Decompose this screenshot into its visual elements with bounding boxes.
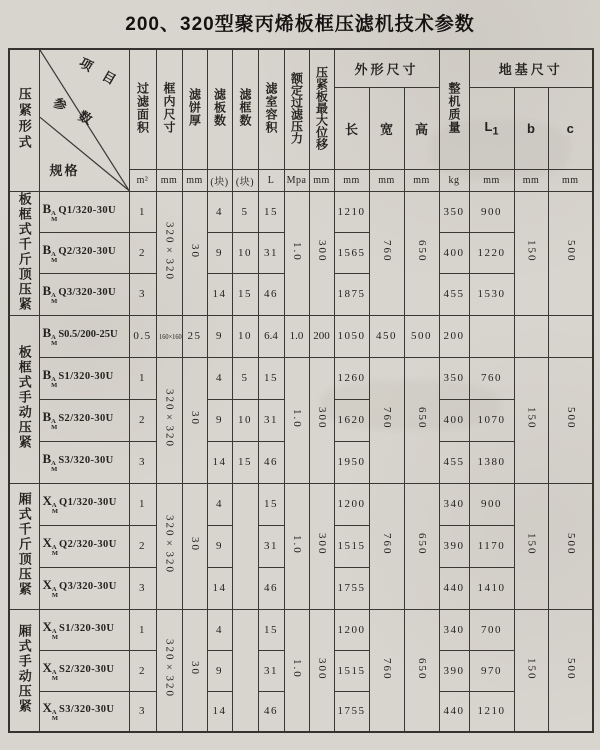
cell-area: 0.5 <box>129 315 156 357</box>
cell-mass: 350 <box>439 357 469 399</box>
cell-l1: 1380 <box>469 441 514 483</box>
cell-plates: 9 <box>207 399 232 441</box>
cell-length: 1755 <box>334 567 369 609</box>
cell-l1: 760 <box>469 357 514 399</box>
cell-b: 150 <box>514 483 548 609</box>
unit-pressure: Mpa <box>284 169 309 191</box>
cell-cake: 25 <box>182 315 207 357</box>
model-cell: X A M Q2/320-30U <box>39 525 129 567</box>
cell-mass: 455 <box>439 274 469 315</box>
cell-plates: 4 <box>207 357 232 399</box>
cell-l1: 1410 <box>469 567 514 609</box>
header-width: 宽 <box>369 87 404 169</box>
cell-height: 650 <box>404 483 439 609</box>
cell-frames-empty <box>232 609 258 732</box>
cell-width: 760 <box>369 191 404 315</box>
unit-displacement: mm <box>309 169 334 191</box>
cell-b: 150 <box>514 357 548 483</box>
cell-frame-size: 320×320 <box>156 191 182 315</box>
model-cell: B A M Q1/320-30U <box>39 191 129 232</box>
cell-cake: 30 <box>182 483 207 609</box>
header-col-plate-count: 滤板数 <box>207 49 232 169</box>
header-b: b <box>514 87 548 169</box>
unit-c: mm <box>548 169 593 191</box>
cell-mass: 390 <box>439 525 469 567</box>
model-cell: B A M Q2/320-30U <box>39 232 129 273</box>
cell-frame-size: 160×160 <box>156 315 182 357</box>
cell-length: 1200 <box>334 483 369 525</box>
cell-l1: 1220 <box>469 232 514 273</box>
cell-c: 500 <box>548 483 593 609</box>
cell-c: 500 <box>548 609 593 732</box>
cell-volume: 15 <box>258 191 284 232</box>
page-title: 200、320型聚丙烯板框压滤机技术参数 <box>125 14 475 35</box>
cell-width: 450 <box>369 315 404 357</box>
cell-frames-empty <box>232 483 258 609</box>
model-cell: X A M S3/320-30U <box>39 691 129 732</box>
cell-frames: 15 <box>232 274 258 315</box>
cell-mass: 350 <box>439 191 469 232</box>
cell-frames: 15 <box>232 441 258 483</box>
header-foundation-dims: 地基尺寸 <box>469 49 593 87</box>
cell-b: 150 <box>514 191 548 315</box>
cell-l1: 1070 <box>469 399 514 441</box>
cell-pressure: 1.0 <box>284 191 309 315</box>
cell-length: 1565 <box>334 232 369 273</box>
cell-area: 2 <box>129 399 156 441</box>
cell-plates: 14 <box>207 274 232 315</box>
cell-c: 500 <box>548 191 593 315</box>
cell-frames: 5 <box>232 191 258 232</box>
header-col-cake-thickness: 滤饼厚 <box>182 49 207 169</box>
header-col-filter-area: 过滤面积 <box>129 49 156 169</box>
cell-frames: 5 <box>232 357 258 399</box>
header-col-frame-size: 框内尺寸 <box>156 49 182 169</box>
cell-pressure: 1.0 <box>284 315 309 357</box>
cell-area: 2 <box>129 232 156 273</box>
cell-area: 1 <box>129 483 156 525</box>
cell-area: 3 <box>129 567 156 609</box>
unit-plates: (块) <box>207 169 232 191</box>
model-cell: X A M Q3/320-30U <box>39 567 129 609</box>
cell-plates: 9 <box>207 650 232 691</box>
model-cell: B A M S1/320-30U <box>39 357 129 399</box>
cell-width: 760 <box>369 609 404 732</box>
cell-length: 1950 <box>334 441 369 483</box>
cell-height: 500 <box>404 315 439 357</box>
cell-mass: 440 <box>439 567 469 609</box>
cell-displacement: 200 <box>309 315 334 357</box>
cell-width: 760 <box>369 483 404 609</box>
cell-volume: 46 <box>258 441 284 483</box>
cell-cake: 30 <box>182 609 207 732</box>
cell-length: 1515 <box>334 525 369 567</box>
cell-mass: 340 <box>439 609 469 650</box>
cell-area: 3 <box>129 274 156 315</box>
header-press-type <box>9 49 39 191</box>
unit-b: mm <box>514 169 548 191</box>
header-col-chamber-volume: 滤室容积 <box>258 49 284 169</box>
cell-l1: 1170 <box>469 525 514 567</box>
model-cell: B A M Q3/320-30U <box>39 274 129 315</box>
cell-mass: 390 <box>439 650 469 691</box>
unit-height: mm <box>404 169 439 191</box>
cell-length: 1875 <box>334 274 369 315</box>
cell-pressure: 1.0 <box>284 609 309 732</box>
cell-frame-size: 320×320 <box>156 483 182 609</box>
header-press-type-label: 压紧形式 <box>16 86 32 151</box>
cell-displacement: 300 <box>309 357 334 483</box>
model-cell: X A M S1/320-30U <box>39 609 129 650</box>
diagonal-label-spec: 规格 <box>49 162 80 178</box>
header-col-max-displacement: 压紧板最大位移 <box>309 49 334 169</box>
group-label: 板框式手动压紧 <box>9 315 39 483</box>
cell-plates: 4 <box>207 191 232 232</box>
header-length: 长 <box>334 87 369 169</box>
cell-length: 1620 <box>334 399 369 441</box>
cell-length: 1050 <box>334 315 369 357</box>
cell-volume: 15 <box>258 609 284 650</box>
cell-mass: 200 <box>439 315 469 357</box>
group-label: 板框式千斤顶压紧 <box>9 191 39 315</box>
cell-area: 3 <box>129 441 156 483</box>
header-height: 高 <box>404 87 439 169</box>
cell-plates: 4 <box>207 483 232 525</box>
cell-mass: 340 <box>439 483 469 525</box>
model-cell: B A M S3/320-30U <box>39 441 129 483</box>
cell-plates: 9 <box>207 315 232 357</box>
cell-plates: 9 <box>207 525 232 567</box>
cell-frame-size: 320×320 <box>156 609 182 732</box>
cell-volume: 46 <box>258 567 284 609</box>
cell-volume: 31 <box>258 232 284 273</box>
cell-l1: 1210 <box>469 691 514 732</box>
unit-frame-size: mm <box>156 169 182 191</box>
cell-mass: 400 <box>439 232 469 273</box>
cell-volume: 31 <box>258 650 284 691</box>
cell-frames: 10 <box>232 399 258 441</box>
spec-table <box>8 48 594 733</box>
header-machine-mass: 整机质量 <box>439 49 469 169</box>
cell-volume: 31 <box>258 399 284 441</box>
unit-length: mm <box>334 169 369 191</box>
cell-l1: 1530 <box>469 274 514 315</box>
cell-frames: 10 <box>232 232 258 273</box>
cell-volume: 15 <box>258 483 284 525</box>
unit-frames: (块) <box>232 169 258 191</box>
cell-area: 1 <box>129 191 156 232</box>
cell-plates: 9 <box>207 232 232 273</box>
model-cell: B A M S2/320-30U <box>39 399 129 441</box>
cell-frame-size: 320×320 <box>156 357 182 483</box>
cell-area: 3 <box>129 691 156 732</box>
model-cell: X A M Q1/320-30U <box>39 483 129 525</box>
cell-area: 2 <box>129 525 156 567</box>
cell-volume: 6.4 <box>258 315 284 357</box>
cell-height: 650 <box>404 609 439 732</box>
cell-length: 1200 <box>334 609 369 650</box>
cell-pressure: 1.0 <box>284 483 309 609</box>
cell-plates: 14 <box>207 691 232 732</box>
header-col-frame-count: 滤框数 <box>232 49 258 169</box>
cell-mass: 400 <box>439 399 469 441</box>
cell-mass: 455 <box>439 441 469 483</box>
cell-length: 1210 <box>334 191 369 232</box>
cell-b: 150 <box>514 609 548 732</box>
cell-length: 1755 <box>334 691 369 732</box>
cell-height: 650 <box>404 357 439 483</box>
cell-l1: 970 <box>469 650 514 691</box>
cell-volume: 15 <box>258 357 284 399</box>
unit-l1: mm <box>469 169 514 191</box>
cell-height: 650 <box>404 191 439 315</box>
header-col-rated-pressure: 额定过滤压力 <box>284 49 309 169</box>
cell-b <box>514 315 548 357</box>
cell-mass: 440 <box>439 691 469 732</box>
group-label: 厢式手动压紧 <box>9 609 39 732</box>
cell-cake: 30 <box>182 357 207 483</box>
cell-plates: 14 <box>207 567 232 609</box>
unit-mass: kg <box>439 169 469 191</box>
cell-displacement: 300 <box>309 191 334 315</box>
diagonal-label-item: 项 目 <box>76 54 123 91</box>
cell-l1: 700 <box>469 609 514 650</box>
cell-l1 <box>469 315 514 357</box>
cell-volume: 31 <box>258 525 284 567</box>
cell-displacement: 300 <box>309 609 334 732</box>
cell-displacement: 300 <box>309 483 334 609</box>
cell-volume: 46 <box>258 274 284 315</box>
group-label: 厢式千斤顶压紧 <box>9 483 39 609</box>
cell-cake: 30 <box>182 191 207 315</box>
diagonal-label-param: 参 数 <box>50 94 100 131</box>
cell-volume: 46 <box>258 691 284 732</box>
cell-l1: 900 <box>469 483 514 525</box>
unit-width: mm <box>369 169 404 191</box>
unit-volume: L <box>258 169 284 191</box>
cell-l1: 900 <box>469 191 514 232</box>
cell-frames: 10 <box>232 315 258 357</box>
cell-plates: 14 <box>207 441 232 483</box>
cell-plates: 4 <box>207 609 232 650</box>
unit-filter-area: m² <box>129 169 156 191</box>
cell-pressure: 1.0 <box>284 357 309 483</box>
cell-c: 500 <box>548 357 593 483</box>
cell-length: 1260 <box>334 357 369 399</box>
cell-c <box>548 315 593 357</box>
header-c: c <box>548 87 593 169</box>
model-cell: B A M S0.5/200-25U <box>39 315 129 357</box>
header-outline-dims: 外形尺寸 <box>334 49 439 87</box>
cell-width: 760 <box>369 357 404 483</box>
cell-length: 1515 <box>334 650 369 691</box>
unit-cake: mm <box>182 169 207 191</box>
model-cell: X A M S2/320-30U <box>39 650 129 691</box>
header-diagonal-cell <box>39 49 129 191</box>
header-l1: $L_1$ <box>469 87 514 169</box>
cell-area: 1 <box>129 357 156 399</box>
cell-area: 2 <box>129 650 156 691</box>
cell-area: 1 <box>129 609 156 650</box>
